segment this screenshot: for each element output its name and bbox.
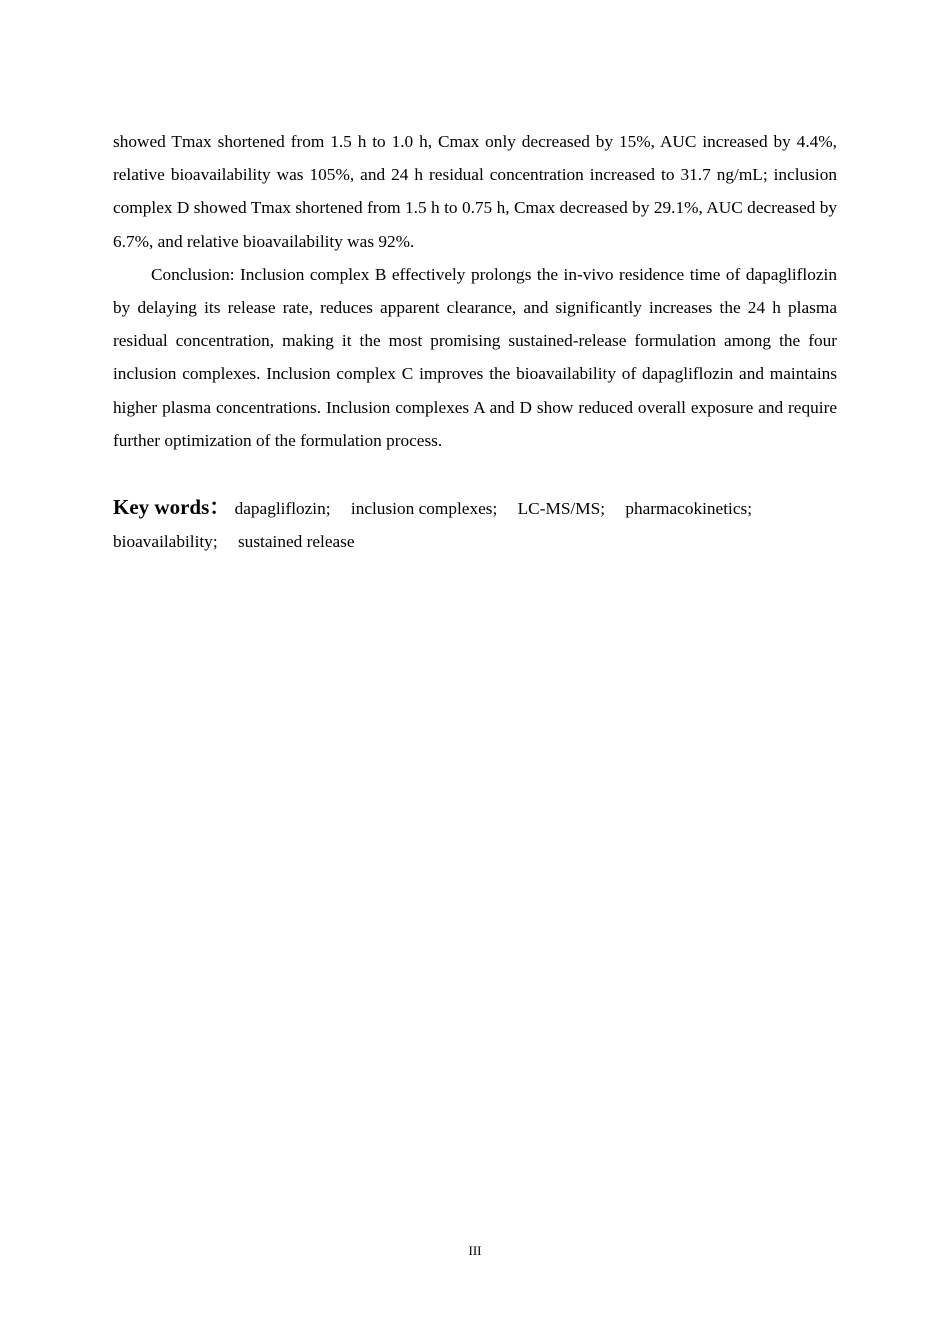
keyword-item: inclusion complexes; — [350, 499, 498, 519]
abstract-paragraph-results: showed Tmax shortened from 1.5 h to 1.0 h, Cmax only decreased by 15%, AUC increased by 4.4%, relative bioavailability was 105%, and 24 h residual concentration increased to 31.7 ng/mL; inclusion complex D showed Tmax shortened from 1.5 h to 0.75 h, Cmax decreased by 29.1%, AUC decreased by 6.7%, and relative bioavailability was 92%. — [113, 132, 837, 251]
keyword-item: bioavailability; — [113, 532, 218, 552]
keyword-item: pharmacokinetics; — [625, 499, 753, 519]
abstract-paragraph-conclusion: Conclusion: Inclusion complex B effectively prolongs the in-vivo residence time of dapagliflozin by delaying its release rate, reduces apparent clearance, and significantly increases the 24 h plasma residual concentration, making it the most promising sustained-release formulation among the four inclusion complexes. Inclusion complex C improves the bioavailability of dapagliflozin and maintains higher plasma concentrations. Inclusion complexes A and D show reduced overall exposure and require further optimization of the formulation process. — [113, 264, 837, 450]
abstract-content — [113, 125, 837, 558]
keywords-section — [113, 491, 837, 558]
keywords-heading: Key words： — [113, 495, 231, 520]
page-number: III — [468, 1243, 482, 1258]
keyword-item: sustained release — [237, 532, 355, 552]
keyword-item: dapagliflozin; — [234, 499, 331, 519]
keyword-item: LC-MS/MS; — [517, 499, 606, 519]
